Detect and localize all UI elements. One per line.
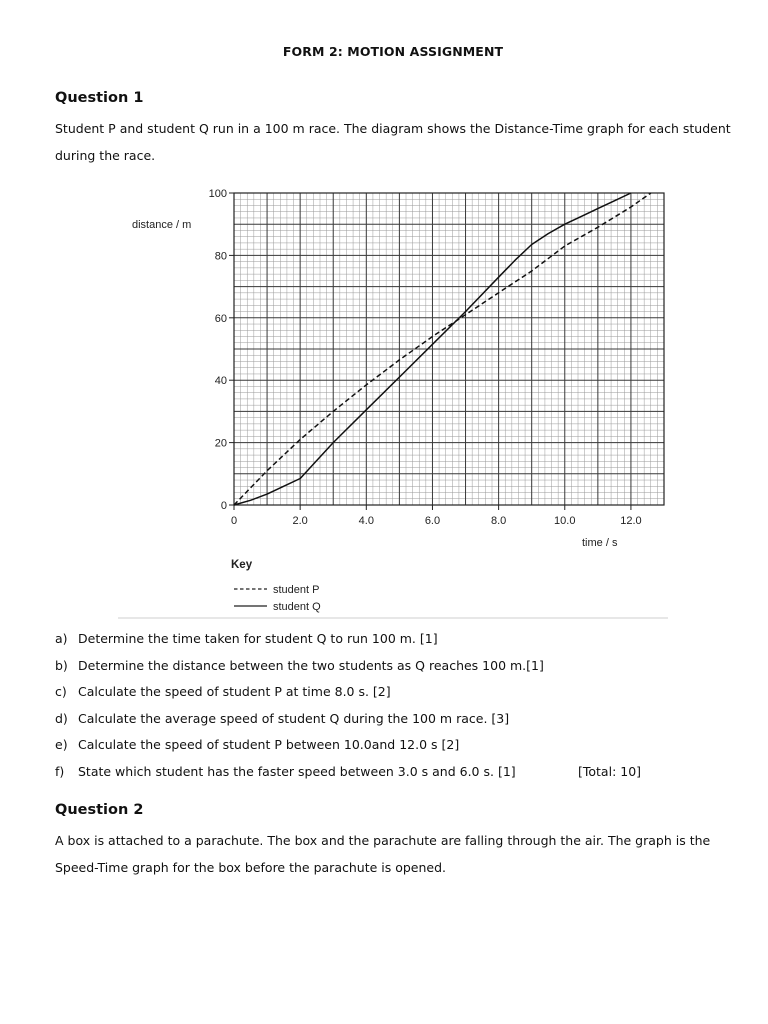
question-1-intro-line-2: during the race. [55,148,156,163]
y-tick-label: 80 [214,250,227,263]
y-tick-label: 100 [208,188,227,200]
distance-time-chart-svg [118,183,668,619]
x-tick-label: 2.0 [292,515,308,527]
question-1a-text: Determine the time taken for student Q to run 100 m. [1] [78,631,438,646]
question-1c-label: c) [55,684,67,699]
question-1d [55,711,509,726]
question-2-line-1: A box is attached to a parachute. The box and the parachute are falling through the air. The graph is the [55,833,711,848]
question-1e-label: e) [55,737,68,752]
question-1-intro [55,115,745,169]
y-axis-label: distance / m [132,219,192,231]
x-tick-label: 8.0 [490,515,507,527]
y-tick-label: 60 [214,312,227,325]
question-1b [55,658,544,673]
question-1c [55,684,391,699]
x-tick-label: 12.0 [620,515,642,527]
y-tick-label: 0 [220,500,227,512]
question-1d-label: d) [55,711,68,726]
y-tick-label: 20 [214,437,227,450]
legend-label-student-p: student P [273,584,320,596]
y-tick-label: 40 [214,375,227,388]
question-1-intro-line-1: Student P and student Q run in a 100 m race. The diagram shows the Distance-Time graph for each student [55,121,731,136]
distance-time-graph [118,183,668,619]
question-1e [55,737,459,752]
question-1d-text: Calculate the average speed of student Q during the 100 m race. [3] [78,711,510,726]
question-1f [55,764,516,779]
question-1b-label: b) [55,658,68,673]
question-1f-text: State which student has the faster speed between 3.0 s and 6.0 s. [1] [78,764,516,779]
x-tick-label: 0 [230,515,238,527]
chart-grid-major [234,193,664,505]
question-1-total: [Total: 10] [578,764,642,779]
x-tick-label: 6.0 [424,515,441,527]
question-1f-label: f) [55,764,65,779]
legend-label-student-q: student Q [273,601,321,613]
question-2-heading: Question 2 [55,802,144,818]
question-1b-text: Determine the distance between the two students as Q reaches 100 m.[1] [78,658,544,673]
question-1c-text: Calculate the speed of student P at time 8.0 s. [2] [78,684,391,699]
question-2-text [55,827,745,881]
x-tick-label: 10.0 [554,515,576,527]
x-tick-label: 4.0 [358,515,374,527]
page-title: FORM 2: MOTION ASSIGNMENT [282,44,504,59]
legend-title: Key [231,559,253,571]
question-1-heading: Question 1 [55,90,144,106]
x-axis-label: time / s [582,537,618,549]
question-1a [55,631,438,646]
question-1a-label: a) [55,631,68,646]
question-2-line-2: Speed-Time graph for the box before the parachute is opened. [55,860,447,875]
question-1e-text: Calculate the speed of student P between 10.0and 12.0 s [2] [78,737,460,752]
chart-ticks [229,193,631,510]
chart-legend [231,559,321,613]
